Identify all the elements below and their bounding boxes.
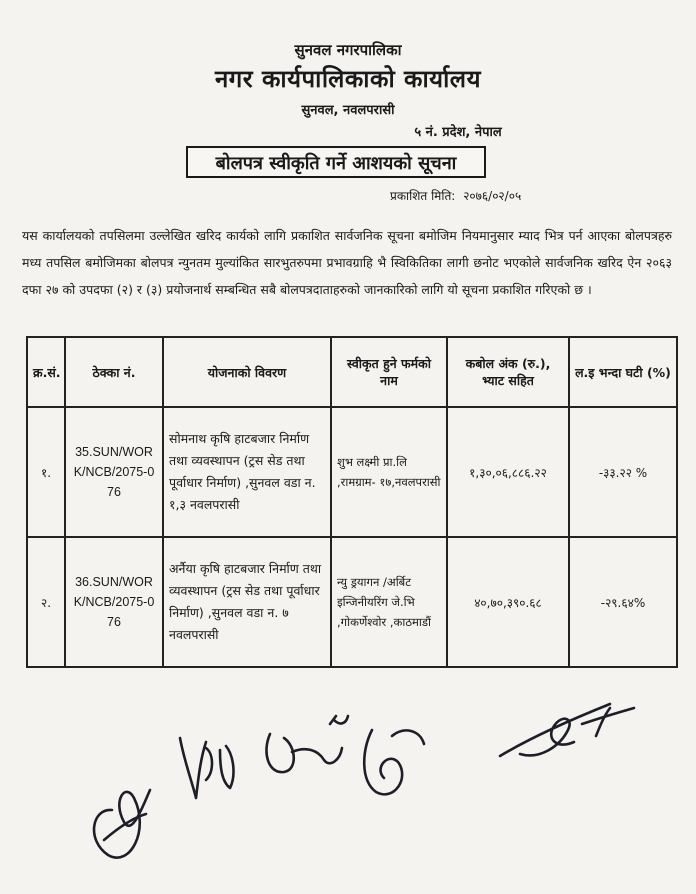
cell-description: सोमनाथ कृषि हाटबजार निर्माण तथा व्यवस्थापन (ट्रस सेड तथा पूर्वाधार निर्माण) ,सुनवल वडा न. १,३ नवलपरासी	[163, 407, 331, 537]
signature-5	[500, 704, 634, 756]
header-amount: कबोल अंक (रु.), भ्याट सहित	[447, 337, 569, 407]
signature-3	[266, 716, 348, 772]
publication-date-value: २०७६/०२/०५	[463, 189, 522, 203]
signatures-area	[0, 690, 696, 890]
header-description: योजनाको विवरण	[163, 337, 331, 407]
header-sn: क्र.सं.	[27, 337, 65, 407]
publication-date	[390, 187, 521, 204]
notice-title: बोलपत्र स्वीकृति गर्ने आशयको सूचना	[186, 146, 486, 178]
table-header-row	[27, 337, 677, 407]
header-percent: ल.इ भन्दा घटी (%)	[569, 337, 677, 407]
cell-amount: ४०,७०,३९०.६८	[447, 537, 569, 667]
cell-firm: न्यु ड्रयागन /अर्बिट इन्जिनीयरिंग जे.भि ,गोकर्णेश्वोर ,काठमाडौं	[331, 537, 447, 667]
signatures	[0, 690, 696, 890]
cell-firm: शुभ लक्ष्मी प्रा.लि ,रामग्राम- १७,नवलपरासी	[331, 407, 447, 537]
table-row	[27, 407, 677, 537]
signature-4	[364, 730, 424, 794]
table-row	[27, 537, 677, 667]
header-firm: स्वीकृत हुने फर्मको नाम	[331, 337, 447, 407]
tender-table	[26, 336, 678, 668]
signature-2	[180, 738, 233, 798]
header-contract: ठेक्का नं.	[65, 337, 163, 407]
publication-date-label: प्रकाशित मिति:	[390, 189, 456, 203]
notice-body: यस कार्यालयको तपसिलमा उल्लेखित खरिद कार्यको लागि प्रकाशित सार्वजनिक सूचना बमोजिम नियमानुसार म्याद भित्र पर्न आएका बोलपत्रहरु मध्य तपसिल बमोजिमका बोलपत्र न्युनतम मुल्यांकित सारभुतरुपमा प्रभावग्राहि भै स्विकितिका लागी छनोट भएकोले सार्वजनिक खरिद ऐन २०६३ दफा २७ को उपदफा (२) र (३) प्रयोजनार्थ सम्बन्धित सबै बोलपत्रदाताहरुको जानकारिको लागि यो सूचना प्रकाशित गरिएको छ ।	[22, 228, 672, 297]
office-name: नगर कार्यपालिकाको कार्यालय	[214, 65, 482, 93]
signature-1	[94, 790, 150, 858]
province-line: ५ नं. प्रदेश, नेपाल	[414, 125, 502, 140]
cell-percent: -२९.६४%	[569, 537, 677, 667]
cell-contract: 36.SUN/WORK/NCB/2075-076	[65, 537, 163, 667]
office-address: सुनवल, नवलपरासी	[301, 103, 395, 118]
cell-sn: १.	[27, 407, 65, 537]
cell-percent: -३३.२२ %	[569, 407, 677, 537]
cell-description: अर्नैया कृषि हाटबजार निर्माण तथा व्यवस्थापन (ट्रस सेड तथा पूर्वाधार निर्माण) ,सुनवल वडा न. ७ नवलपरासी	[163, 537, 331, 667]
cell-sn: २.	[27, 537, 65, 667]
municipality-name: सुनवल नगरपालिका	[294, 41, 402, 59]
cell-contract: 35.SUN/WORK/NCB/2075-076	[65, 407, 163, 537]
cell-amount: १,३०,०६,८८६.२२	[447, 407, 569, 537]
